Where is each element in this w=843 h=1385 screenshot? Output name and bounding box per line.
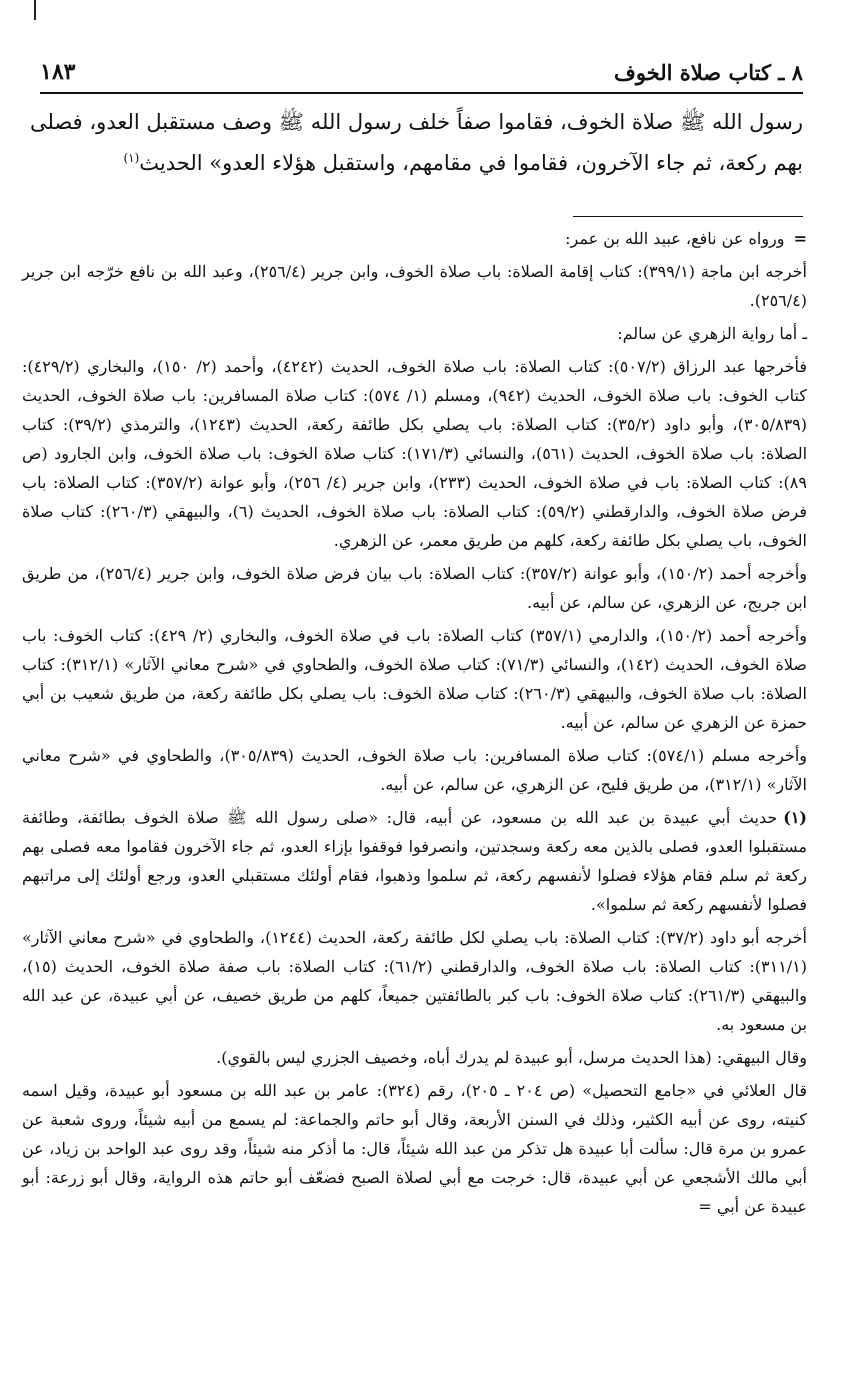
footnotes-section xyxy=(22,224,807,1225)
footnote-text: حديث أبي عبيدة بن عبد الله بن مسعود، عن أبيه، قال: «صلى رسول الله ﷺ صلاة الخوف بطائفة، وطائفة مستقبلوا العدو، فصلى بالذين معه ركعة وسجدتين، وانصرفوا فوقفوا بإزاء العدو، ثم جاء الآخرون فقاموا معه فصلى بهم ركعة ثم سلم فقام هؤلاء فصلوا لأنفسهم ركعة، ثم سلموا وذهبوا، فقام أولئك مستقبلي العدو، ورجع أولئك إلى مراتبهم فصلوا لأنفسهم ركعة ثم سلموا». xyxy=(22,808,808,914)
footnote-text: ورواه عن نافع، عبيد الله بن عمر: xyxy=(565,229,785,248)
footnote-number: (١) xyxy=(783,808,807,827)
footnote-paragraph: أخرجه أبو داود (٣٧/٢): كتاب الصلاة: باب يصلي لكل طائفة ركعة، الحديث (١٢٤٤)، والطحاوي في «شرح معاني الآثار» (٣١١/١): كتاب الصلاة: باب صلاة الخوف، والدارقطني (٦١/٢): كتاب الصلاة: باب صفة صلاة الخوف، الحديث (١٥)، والبيهقي (٢٦١/٣): كتاب صلاة الخوف: باب كبر بالطائفتين جميعاً، كلهم من طريق خصيف، عن أبي عبيدة، عن عبد الله بن مسعود به. xyxy=(22,928,808,1034)
footnote-paragraph: وقال البيهقي: (هذا الحديث مرسل، أبو عبيدة لم يدرك أباه، وخصيف الجزري ليس بالقوي). xyxy=(216,1048,807,1067)
footnote-paragraph: وأخرجه أحمد (١٥٠/٢)، وأبو عوانة (٣٥٧/٢): كتاب الصلاة: باب بيان فرض صلاة الخوف، وابن جرير (٢٥٦/٤)، من طريق ابن جريج، عن الزهري، عن سالم، عن أبيه. xyxy=(22,564,808,612)
footnote-1 xyxy=(22,803,807,919)
footnote-paragraph: وأخرجه أحمد (١٥٠/٢)، والدارمي (٣٥٧/١) كتاب الصلاة: باب في صلاة الخوف، والبخاري (٢/ ٤٢٩): كتاب الخوف: باب صلاة الخوف، الحديث (١٤٢)، والنسائي (٧١/٣): كتاب صلاة الخوف، والطحاوي في «شرح معاني الآثار» (٣١٢/١): كتاب الصلاة: باب صلاة الخوف، والبيهقي (٢٦٠/٣): كتاب صلاة الخوف: باب يصلي بكل طائفة ركعة، من طريق شعيب بن أبي حمزة عن الزهري عن سالم، عن أبيه. xyxy=(22,626,808,732)
footnote-paragraph: قال العلائي في «جامع التحصيل» (ص ٢٠٤ ـ ٢٠٥)، رقم (٣٢٤): عامر بن عبد الله بن مسعود أبو عبيدة، وقيل اسمه كنيته، روى عن أبيه الكثير، وذلك في السنن الأربعة، وقال أبو حاتم والجماعة: لم يسمع من أبيه شيئاً، وروى شعبة عن عمرو بن مرة قال: سألت أبا عبيدة هل تذكر من عبد الله شيئاً، قال: ما أذكر منه شيئاً، وقد روى عبد الواحد بن زياد، عن أبي مالك الأشجعي عن أبي عبيدة، قال: خرجت مع أبي لصلاة الصبح فضعّف أبو حاتم هذه الرواية، وقال أبو زرعة: أبو عبيدة عن أبي = xyxy=(22,1081,808,1216)
footnote-divider xyxy=(573,216,803,217)
main-paragraph: رسول الله ﷺ صلاة الخوف، فقاموا صفاً خلف رسول الله ﷺ وصف مستقبل العدو، فصلى بهم ركعة، ثم جاء الآخرون، فقاموا في مقامهم، واستقبل هؤلاء العدو» الحديث xyxy=(30,110,804,175)
footnote-paragraph: أخرجه ابن ماجة (٣٩٩/١): كتاب إقامة الصلاة: باب صلاة الخوف، وابن جرير (٢٥٦/٤)، وعبد الله بن نافع خرّجه ابن جرير (٢٥٦/٤). xyxy=(22,262,808,310)
page-number: ١٨٣ xyxy=(40,59,76,85)
footnote-paragraph: وأخرجه مسلم (٥٧٤/١): كتاب صلاة المسافرين: باب صلاة الخوف، الحديث (٣٠٥/٨٣٩)، والطحاوي في «شرح معاني الآثار» (٣١٢/١)، من طريق فليح، عن الزهري، عن سالم، عن أبيه. xyxy=(22,746,807,794)
footnote-paragraph xyxy=(22,224,807,253)
crop-mark xyxy=(34,0,36,20)
footnote-reference: (١) xyxy=(123,151,140,165)
page-header xyxy=(40,52,803,94)
continuation-mark: = xyxy=(793,229,807,248)
main-text xyxy=(30,102,803,184)
chapter-title: ٨ ـ كتاب صلاة الخوف xyxy=(614,59,803,85)
footnote-paragraph: فأخرجها عبد الرزاق (٥٠٧/٢): كتاب الصلاة: باب صلاة الخوف، الحديث (٤٢٤٢)، وأحمد (٢/ ١٥٠)، والبخاري (٤٢٩/٢): كتاب الخوف: باب صلاة الخوف، الحديث (٩٤٢)، ومسلم (١/ ٥٧٤): كتاب صلاة المسافرين: باب صلاة الخوف، الحديث (٣٠٥/٨٣٩)، وأبو داود (٣٥/٢): كتاب الصلاة: باب يصلي بكل طائفة ركعة، الحديث (١٢٤٣)، والترمذي (٣٩/٢): كتاب الصلاة: باب صلاة الخوف، الحديث (٥٦١)، والنسائي (١٧١/٣): كتاب صلاة الخوف: باب صلاة الخوف، وابن الجارود (ص ٨٩): كتاب الصلاة: باب في صلاة الخوف، الحديث (٢٣٣)، وابن جرير (٤/ ٢٥٦)، وأبو عوانة (٣٥٧/٢): كتاب الصلاة: باب فرض صلاة الخوف، والدارقطني (٥٩/٢): كتاب الصلاة: باب صلاة الخوف، الحديث (٦)، والبيهقي (٢٦٠/٣): كتاب صلاة الخوف، باب يصلي بكل طائفة ركعة، كلهم من طريق معمر، عن الزهري. xyxy=(22,357,808,550)
footnote-paragraph: ـ أما رواية الزهري عن سالم: xyxy=(617,324,807,343)
